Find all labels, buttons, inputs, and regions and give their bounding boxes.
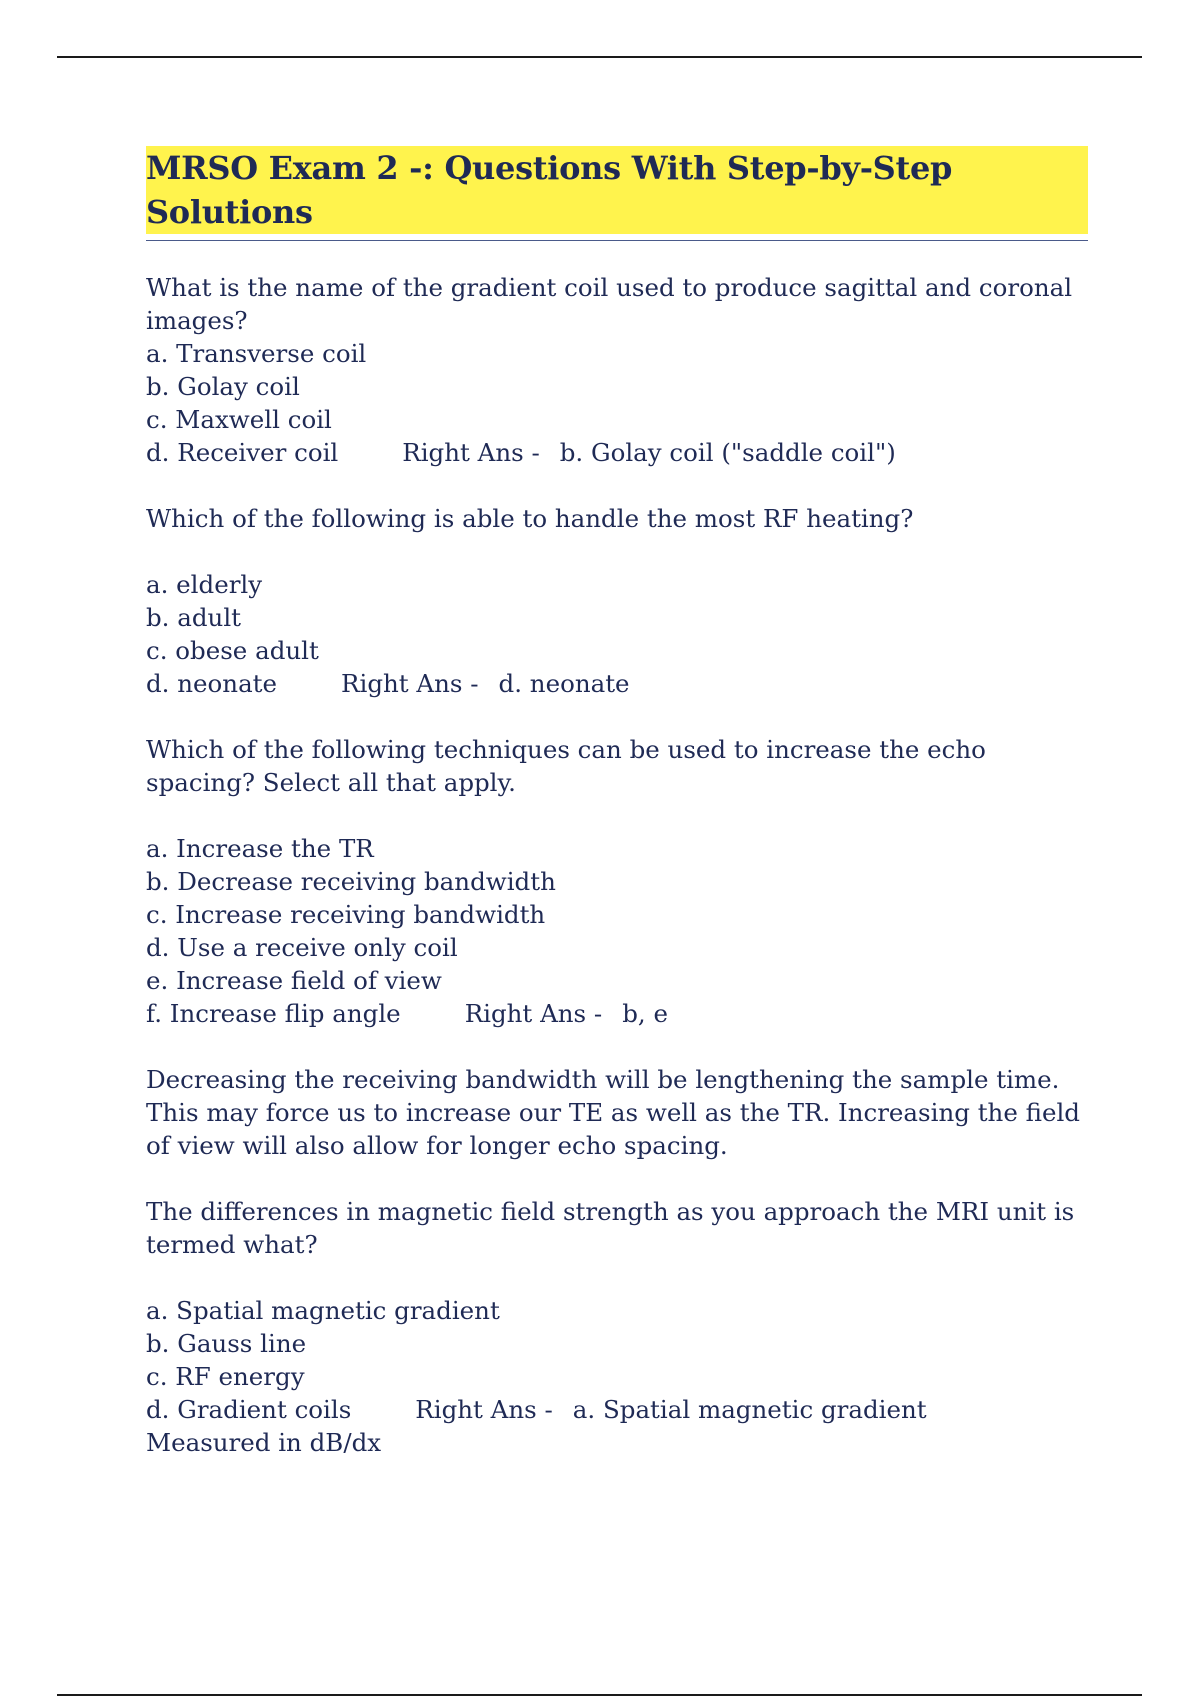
document-title: MRSO Exam 2 -: Questions With Step-by-Step Solutions xyxy=(146,146,1088,234)
question-2-option-a: a. elderly xyxy=(146,570,263,599)
question-2-answer-label: Right Ans - xyxy=(341,669,479,698)
question-1-option-c: c. Maxwell coil xyxy=(146,405,332,434)
question-3-answer-label: Right Ans - xyxy=(464,999,603,1028)
spacer xyxy=(146,799,1088,832)
spacer xyxy=(146,1162,1088,1195)
question-1-option-a: a. Transverse coil xyxy=(146,339,367,368)
title-block xyxy=(146,146,1088,241)
question-4-option-b: b. Gauss line xyxy=(146,1329,307,1358)
question-4-answer-label: Right Ans - xyxy=(415,1395,553,1424)
question-4-note: Measured in dB/dx xyxy=(146,1428,382,1457)
question-2-text: Which of the following is able to handle the most RF heating? xyxy=(146,504,914,533)
question-4-option-c: c. RF energy xyxy=(146,1362,305,1391)
question-3-option-c: c. Increase receiving bandwidth xyxy=(146,900,546,929)
question-1-text: What is the name of the gradient coil used to produce sagittal and coronal images? xyxy=(146,273,1080,335)
question-4-option-d-row xyxy=(146,1393,1088,1426)
spacer xyxy=(146,535,1088,568)
question-3-explanation: Decreasing the receiving bandwidth will be lengthening the sample time. This may force us to increase our TE as well as the TR. Increasing the field of view will also allow for longer echo spacing. xyxy=(146,1065,1088,1160)
question-1-option-d-row xyxy=(146,436,1088,469)
question-1 xyxy=(146,271,1088,469)
question-2-option-c: c. obese adult xyxy=(146,636,319,665)
question-2-option-d: d. neonate xyxy=(146,669,278,698)
question-3-text: Which of the following techniques can be used to increase the echo spacing? Select all that apply. xyxy=(146,735,994,797)
spacer xyxy=(146,1261,1088,1294)
question-3-answer: b, e xyxy=(622,999,668,1028)
spacer xyxy=(146,469,1088,502)
question-3-option-b: b. Decrease receiving bandwidth xyxy=(146,867,556,896)
question-1-option-b: b. Golay coil xyxy=(146,372,300,401)
question-4-option-d: d. Gradient coils xyxy=(146,1395,352,1424)
spacer xyxy=(146,1030,1088,1063)
question-3-option-f: f. Increase flip angle xyxy=(146,999,401,1028)
spacer xyxy=(146,700,1088,733)
footer-rule xyxy=(57,1694,1142,1696)
question-4-option-a: a. Spatial magnetic gradient xyxy=(146,1296,500,1325)
question-3-option-a: a. Increase the TR xyxy=(146,834,374,863)
question-1-option-d: d. Receiver coil xyxy=(146,438,339,467)
question-3 xyxy=(146,733,1088,1162)
document-body xyxy=(146,146,1088,1459)
question-1-answer-label: Right Ans - xyxy=(402,438,540,467)
question-3-option-d: d. Use a receive only coil xyxy=(146,933,458,962)
question-4 xyxy=(146,1195,1088,1459)
question-2 xyxy=(146,502,1088,700)
header-rule xyxy=(57,56,1142,58)
question-2-answer: d. neonate xyxy=(498,669,630,698)
question-2-option-b: b. adult xyxy=(146,603,242,632)
question-2-option-d-row xyxy=(146,667,1088,700)
question-1-answer: b. Golay coil ("saddle coil") xyxy=(559,438,896,467)
question-4-text: The differences in magnetic field strength as you approach the MRI unit is termed what? xyxy=(146,1197,1083,1259)
question-4-answer: a. Spatial magnetic gradient xyxy=(572,1395,927,1424)
question-3-option-f-row xyxy=(146,997,1088,1030)
question-3-option-e: e. Increase field of view xyxy=(146,966,442,995)
